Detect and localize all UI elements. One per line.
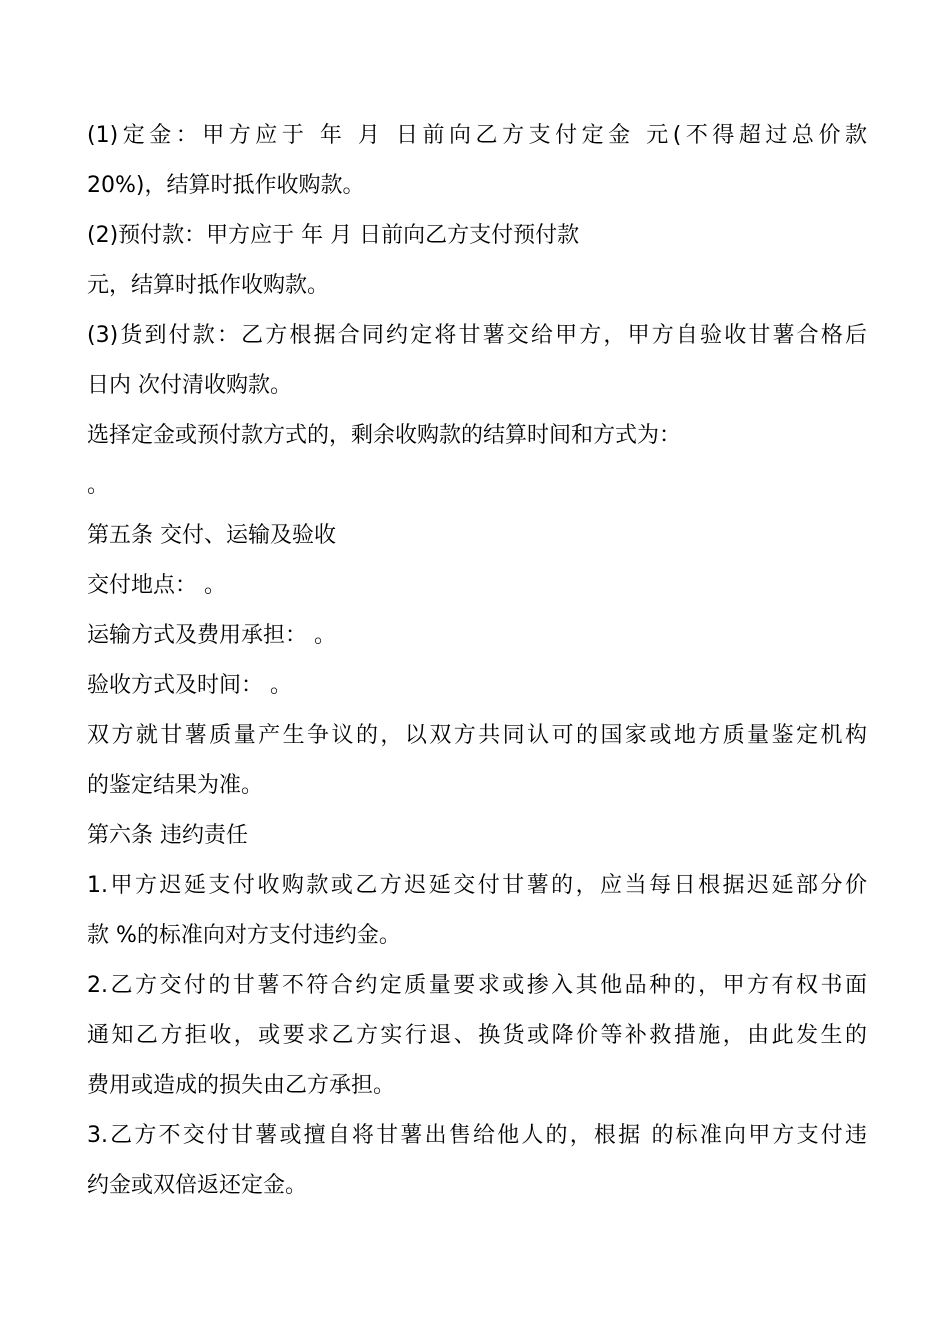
clause-deposit-line-1: (1)定金：甲方应于 年 月 日前向乙方支付定金 元(不得超过总价款 xyxy=(87,123,867,148)
liability-2-line-1: 2.乙方交付的甘薯不符合约定质量要求或掺入其他品种的，甲方有权书面 xyxy=(87,973,867,998)
quality-dispute-line-2: 的鉴定结果为准。 xyxy=(87,773,264,798)
article-5-heading: 第五条 交付、运输及验收 xyxy=(87,523,336,548)
clause-prepayment-line-2: 元，结算时抵作收购款。 xyxy=(87,273,330,298)
liability-3-line-2: 约金或双倍返还定金。 xyxy=(87,1173,308,1198)
liability-2-line-2: 通知乙方拒收，或要求乙方实行退、换货或降价等补救措施，由此发生的 xyxy=(87,1023,867,1048)
article-6-heading: 第六条 违约责任 xyxy=(87,823,248,848)
liability-2-line-3: 费用或造成的损失由乙方承担。 xyxy=(87,1073,396,1098)
clause-prepayment-line-1: (2)预付款：甲方应于 年 月 日前向乙方支付预付款 xyxy=(87,223,580,248)
transport-cost-line: 运输方式及费用承担： 。 xyxy=(87,623,336,648)
remaining-payment-line: 选择定金或预付款方式的，剩余收购款的结算时间和方式为： xyxy=(87,423,682,448)
clause-cod-line-2: 日内 次付清收购款。 xyxy=(87,373,292,398)
clause-cod-line-1: (3)货到付款：乙方根据合同约定将甘薯交给甲方，甲方自验收甘薯合格后 xyxy=(87,323,867,348)
remaining-payment-blank: 。 xyxy=(87,473,110,498)
quality-dispute-line-1: 双方就甘薯质量产生争议的，以双方共同认可的国家或地方质量鉴定机构 xyxy=(87,723,867,748)
liability-1-line-2: 款 %的标准向对方支付违约金。 xyxy=(87,923,401,948)
document-page xyxy=(87,111,867,1211)
clause-deposit-line-2: 20%)，结算时抵作收购款。 xyxy=(87,173,365,198)
liability-1-line-1: 1.甲方迟延支付收购款或乙方迟延交付甘薯的，应当每日根据迟延部分价 xyxy=(87,873,867,898)
inspection-method-line: 验收方式及时间： 。 xyxy=(87,673,292,698)
liability-3-line-1: 3.乙方不交付甘薯或擅自将甘薯出售给他人的，根据 的标准向甲方支付违 xyxy=(87,1123,867,1148)
delivery-location-line: 交付地点： 。 xyxy=(87,573,226,598)
